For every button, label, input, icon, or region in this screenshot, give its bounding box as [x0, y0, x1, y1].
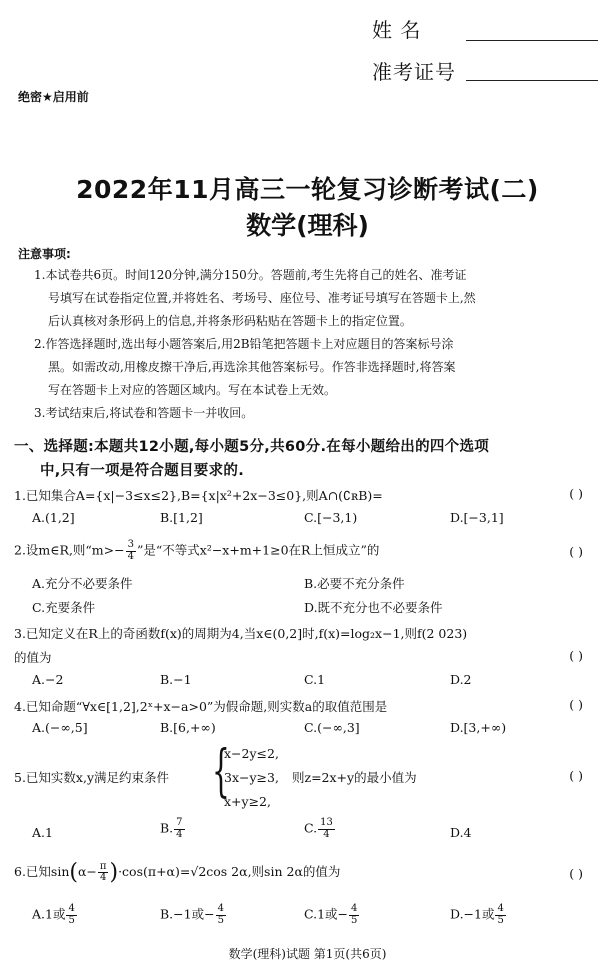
- q6-option-b[interactable]: B.−1或− $\frac{4}{5}$: [160, 903, 224, 926]
- name-field[interactable]: [466, 40, 598, 41]
- question-3: 3.已知定义在R上的奇函数f(x)的周期为4,当x∈(0,2]时,f(x)=log₂x−1,则f(2 023): [14, 626, 468, 641]
- q2-text-post: ”是“不等式x²−x+m+1≥0在R上恒成立”的: [136, 542, 380, 558]
- q2-text-pre: 2.设m∈R,则“m>−: [14, 542, 125, 558]
- q2-option-c[interactable]: C.充要条件: [32, 600, 96, 615]
- answer-paren-2[interactable]: ( ): [569, 544, 583, 559]
- notes-line: 1.本试卷共6页。时间120分钟,满分150分。答题前,考生先将自己的姓名、准考证: [34, 268, 467, 282]
- fraction: $\frac{4}{5}$: [351, 903, 358, 926]
- q5-option-a[interactable]: A.1: [32, 825, 53, 840]
- fraction: $\frac{4}{5}$: [217, 903, 224, 926]
- q1-option-d[interactable]: D.[−3,1]: [450, 510, 504, 525]
- notes-line: 号填写在试卷指定位置,并将姓名、考场号、座位号、准考证号填写在答题卡上,然: [48, 291, 476, 305]
- q5-option-b[interactable]: B. $\frac{7}{4}$: [160, 817, 183, 840]
- q5-option-d[interactable]: D.4: [450, 825, 472, 840]
- constraint-system: [224, 742, 279, 814]
- q5-option-c[interactable]: C. $\frac{13}{4}$: [304, 817, 333, 840]
- question-1: 1.已知集合A={x|−3≤x≤2},B={x|x²+2x−3≤0},则A∩(∁ʀB)=: [14, 488, 383, 503]
- q3-option-c[interactable]: C.1: [304, 672, 326, 687]
- fraction: $\frac{4}{5}$: [68, 903, 75, 926]
- question-3-cont: 的值为: [14, 650, 52, 665]
- section-heading-cont: 中,只有一项是符合题目要求的.: [40, 463, 245, 479]
- notes-line: 写在答题卡上对应的答题区域内。写在本试卷上无效。: [48, 383, 337, 397]
- fraction: $\frac{13}{4}$: [320, 817, 333, 840]
- q3-option-a[interactable]: A.−2: [32, 672, 64, 687]
- id-field[interactable]: [466, 80, 598, 81]
- q4-option-c[interactable]: C.(−∞,3]: [304, 720, 360, 735]
- q3-option-d[interactable]: D.2: [450, 672, 472, 687]
- notes-line: 黑。如需改动,用橡皮擦干净后,再选涂其他答案标号。作答非选择题时,将答案: [48, 360, 456, 374]
- secret-label: 绝密★启用前: [18, 90, 89, 104]
- notes-line: 2.作答选择题时,选出每小题答案后,用2B铅笔把答题卡上对应题目的答案标号涂: [34, 337, 454, 351]
- notes-heading: 注意事项:: [18, 247, 71, 261]
- q6-option-d[interactable]: D.−1或 $\frac{4}{5}$: [450, 903, 504, 926]
- answer-paren-1[interactable]: ( ): [569, 486, 583, 501]
- question-4: 4.已知命题“∀x∈[1,2],2ˣ+x−a>0”为假命题,则实数a的取值范围是: [14, 699, 388, 714]
- fraction: $\frac{4}{5}$: [497, 903, 504, 926]
- q2-option-b[interactable]: B.必要不充分条件: [304, 576, 405, 591]
- q2-option-d[interactable]: D.既不充分也不必要条件: [304, 600, 443, 615]
- q4-option-a[interactable]: A.(−∞,5]: [32, 720, 88, 735]
- q4-option-b[interactable]: B.[6,+∞): [160, 720, 216, 735]
- q6-option-a[interactable]: A.1或 $\frac{4}{5}$: [32, 903, 75, 926]
- constraint-2: 3x−y≥3,: [224, 770, 279, 785]
- question-6: 6.已知sin(α− $\frac{\pi}{4}$ )·cos(π+α)=√2cos 2α,则sin 2α的值为: [14, 860, 341, 885]
- id-label: 准考证号: [372, 60, 456, 84]
- exam-title: 2022年11月高三一轮复习诊断考试(二): [76, 175, 539, 204]
- left-paren: (: [69, 860, 78, 885]
- q4-option-d[interactable]: D.[3,+∞): [450, 720, 507, 735]
- answer-paren-4[interactable]: ( ): [569, 697, 583, 712]
- exam-subject: 数学(理科): [246, 211, 369, 240]
- constraint-3: x+y≥2,: [224, 794, 271, 809]
- q2-option-a[interactable]: A.充分不必要条件: [32, 576, 133, 591]
- question-5: 5.已知实数x,y满足约束条件: [14, 770, 170, 785]
- page-footer: 数学(理科)试题 第1页(共6页): [228, 947, 387, 961]
- answer-paren-6[interactable]: ( ): [569, 866, 583, 881]
- notes-line: 3.考试结束后,将试卷和答题卡一并收回。: [34, 406, 254, 420]
- q3-option-b[interactable]: B.−1: [160, 672, 192, 687]
- q1-option-b[interactable]: B.[1,2]: [160, 510, 203, 525]
- fraction: $\frac{7}{4}$: [176, 817, 183, 840]
- brace-symbol: {: [212, 739, 230, 804]
- q1-option-c[interactable]: C.[−3,1): [304, 510, 358, 525]
- answer-paren-5[interactable]: ( ): [569, 768, 583, 783]
- fraction: $\frac{\pi}{4}$: [99, 860, 107, 883]
- notes-line: 后认真核对条形码上的信息,并将条形码粘贴在答题卡上的指定位置。: [48, 314, 412, 328]
- name-label: 姓 名: [372, 18, 422, 42]
- answer-paren-3[interactable]: ( ): [569, 648, 583, 663]
- q1-option-a[interactable]: A.(1,2]: [32, 510, 75, 525]
- constraint-1: x−2y≤2,: [224, 746, 279, 761]
- fraction: $\frac{3}{4}$: [127, 539, 134, 562]
- q6-option-c[interactable]: C.1或− $\frac{4}{5}$: [304, 903, 358, 926]
- section-heading: 一、选择题:本题共12小题,每小题5分,共60分.在每小题给出的四个选项: [14, 439, 490, 455]
- right-paren: ): [109, 860, 119, 885]
- question-2: [14, 540, 379, 562]
- question-5-cont: 则z=2x+y的最小值为: [292, 770, 417, 785]
